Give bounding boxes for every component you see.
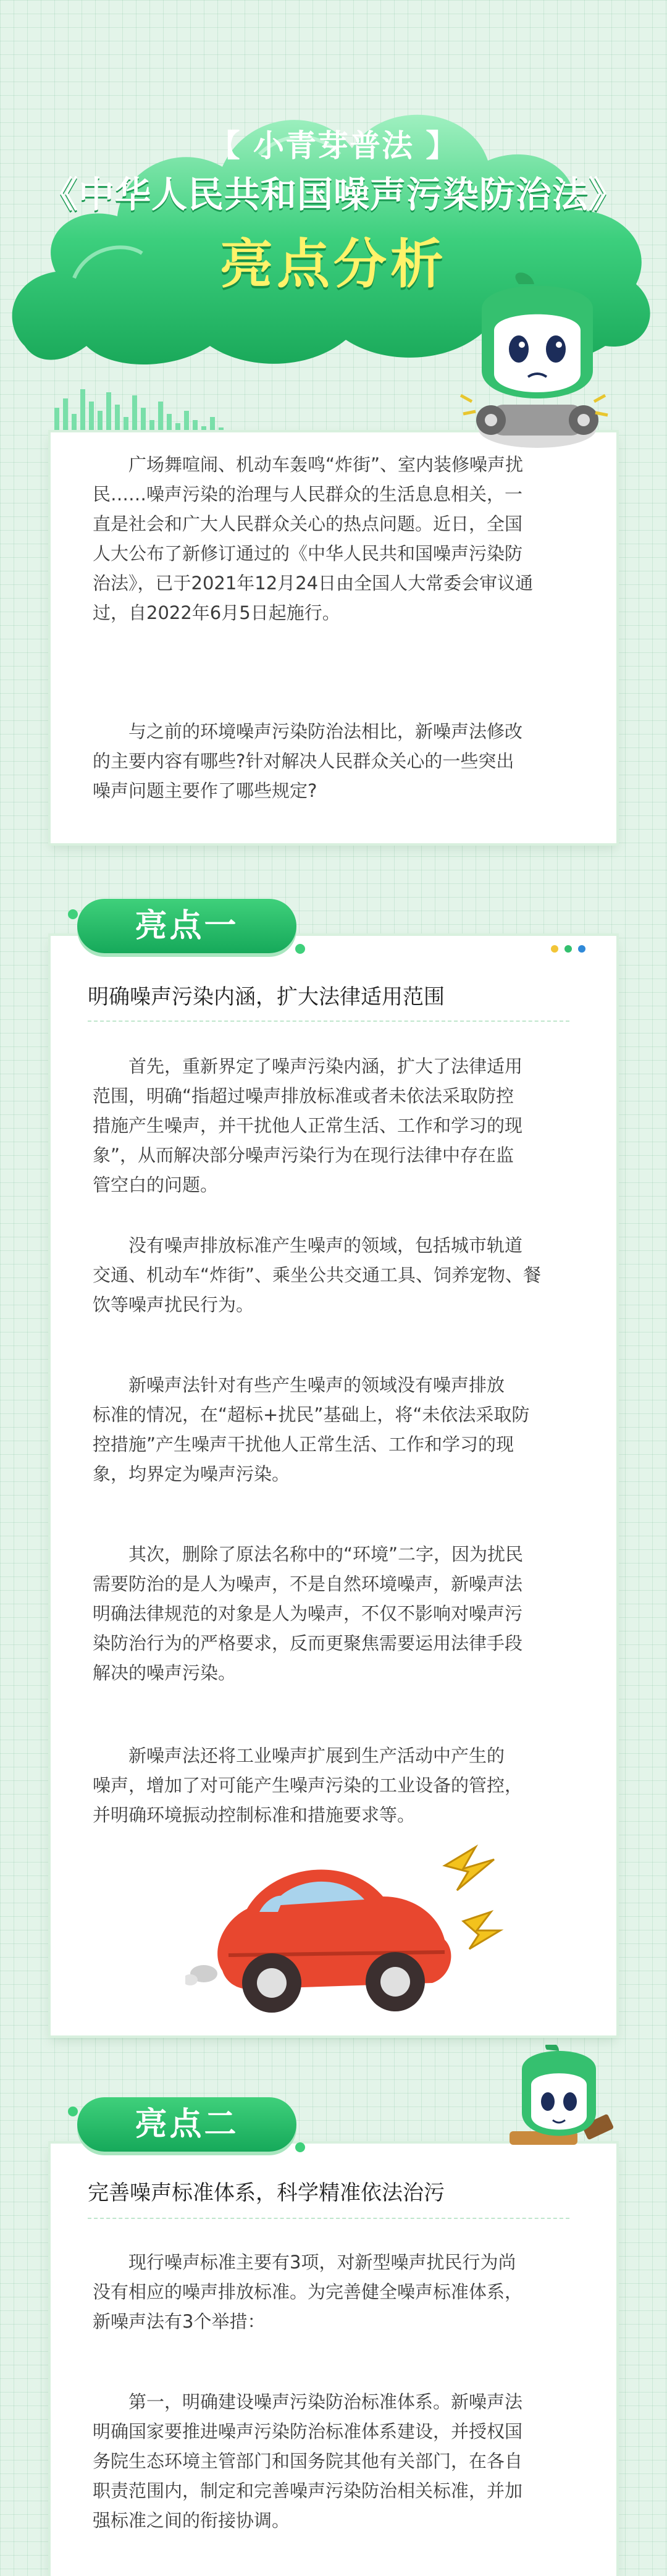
- text-line: 首先，重新界定了噪声污染内涵，扩大了法律适用: [128, 1056, 523, 1077]
- h2-paragraph-1: [93, 2247, 587, 2336]
- text-line: 广场舞喧闹、机动车轰鸣“炸街”、室内装修噪声扰: [128, 454, 524, 475]
- text-line: 管空白的问题。: [93, 1174, 219, 1195]
- h2-paragraph-2: [93, 2387, 587, 2535]
- text-line: 噪声问题主要作了哪些规定?: [93, 780, 317, 801]
- text-line: 民……噪声污染的治理与人民群众的生活息息相关，一: [93, 484, 523, 505]
- text-line: 与之前的环境噪声污染防治法相比，新噪声法修改: [128, 721, 523, 742]
- car-illustration-icon: [185, 1829, 506, 2032]
- h1-paragraph-5: [93, 1741, 587, 1830]
- text-line: 噪声，增加了对可能产生噪声污染的工业设备的管控，: [93, 1775, 523, 1796]
- text-line: 的主要内容有哪些?针对解决人民群众关心的一些突出: [93, 751, 514, 772]
- page-subtitle: 亮点分析: [220, 234, 447, 295]
- text-line: 治法》，已于2021年12月24日由全国人大常委会审议通: [93, 573, 534, 594]
- h1-paragraph-2: [93, 1231, 587, 1320]
- text-line: 新噪声法针对有些产生噪声的领域没有噪声排放: [128, 1374, 505, 1395]
- decor-dot: [578, 945, 585, 953]
- text-line: 需要防治的是人为噪声，不是自然环境噪声，新噪声法: [93, 1573, 523, 1594]
- page-title: 《中华人民共和国噪声污染防治法》: [41, 174, 625, 216]
- text-line: 第一，明确建设噪声污染防治标准体系。新噪声法: [128, 2391, 523, 2412]
- text-line: 现行噪声标准主要有3项，对新型噪声扰民行为尚: [128, 2252, 516, 2273]
- text-line: 象，均界定为噪声污染。: [93, 1463, 290, 1484]
- intro-paragraph-2: [93, 717, 587, 806]
- decor-dot: [295, 2142, 305, 2152]
- text-line: 明确国家要推进噪声污染防治标准体系建设，并授权国: [93, 2421, 523, 2442]
- highlight2-title: 完善噪声标准体系，科学精准依法治污: [88, 2181, 445, 2205]
- decor-dot: [564, 945, 572, 953]
- h1-paragraph-3: [93, 1370, 587, 1489]
- text-line: 解决的噪声污染。: [93, 1662, 237, 1683]
- text-line: 没有相应的噪声排放标准。为完善健全噪声标准体系，: [93, 2281, 523, 2302]
- text-line: 措施产生噪声，并干扰他人正常生活、工作和学习的现: [93, 1115, 523, 1136]
- text-line: 没有噪声排放标准产生噪声的领域，包括城市轨道: [128, 1235, 523, 1256]
- text-line: 控措施”产生噪声干扰他人正常生活、工作和学习的现: [93, 1434, 514, 1455]
- highlight1-badge: 亮点一: [77, 899, 296, 953]
- highlight2-badge: 亮点二: [77, 2097, 296, 2152]
- decor-dot: [68, 909, 78, 919]
- text-line: 人大公布了新修订通过的《中华人民共和国噪声污染防: [93, 543, 523, 564]
- divider: [88, 1021, 569, 1022]
- text-line: 饮等噪声扰民行为。: [93, 1294, 254, 1315]
- mascot-icon: [457, 272, 618, 457]
- text-line: 标准的情况，在“超标+扰民”基础上，将“未依法采取防: [93, 1404, 530, 1425]
- text-line: 务院生态环境主管部门和国务院其他有关部门，在各自: [93, 2451, 523, 2472]
- text-line: 强标准之间的衔接协调。: [93, 2510, 290, 2531]
- text-line: 交通、机动车“炸街”、乘坐公共交通工具、饲养宠物、餐: [93, 1265, 542, 1286]
- h1-paragraph-4: [93, 1539, 587, 1688]
- text-line: 明确法律规范的对象是人为噪声，不仅不影响对噪声污: [93, 1603, 523, 1624]
- decor-dot: [295, 944, 305, 954]
- text-line: 其次，删除了原法名称中的“环境”二字，因为扰民: [128, 1544, 524, 1565]
- h1-paragraph-1: [93, 1051, 587, 1200]
- text-line: 象”，从而解决部分噪声污染行为在现行法律中存在监: [93, 1145, 514, 1166]
- header-tag: 【 小青芽普法 】: [209, 128, 458, 164]
- mascot-gavel-icon: [497, 2045, 615, 2162]
- text-line: 新噪声法有3个举措：: [93, 2311, 266, 2332]
- text-line: 过，自2022年6月5日起施行。: [93, 602, 340, 623]
- highlight1-title: 明确噪声污染内涵，扩大法律适用范围: [88, 985, 445, 1009]
- text-line: 新噪声法还将工业噪声扩展到生产活动中产生的: [128, 1745, 505, 1766]
- text-line: 染防治行为的严格要求，反而更聚焦需要运用法律手段: [93, 1633, 523, 1654]
- intro-paragraph-1: [93, 450, 587, 628]
- divider: [88, 2218, 569, 2219]
- decor-dot: [68, 2107, 78, 2116]
- text-line: 直是社会和广大人民群众关心的热点问题。近日，全国: [93, 513, 523, 534]
- decor-dot: [551, 945, 558, 953]
- text-line: 并明确环境振动控制标准和措施要求等。: [93, 1804, 416, 1825]
- text-line: 职责范围内，制定和完善噪声污染防治相关标准，并加: [93, 2480, 523, 2501]
- text-line: 范围，明确“指超过噪声排放标准或者未依法采取防控: [93, 1085, 514, 1106]
